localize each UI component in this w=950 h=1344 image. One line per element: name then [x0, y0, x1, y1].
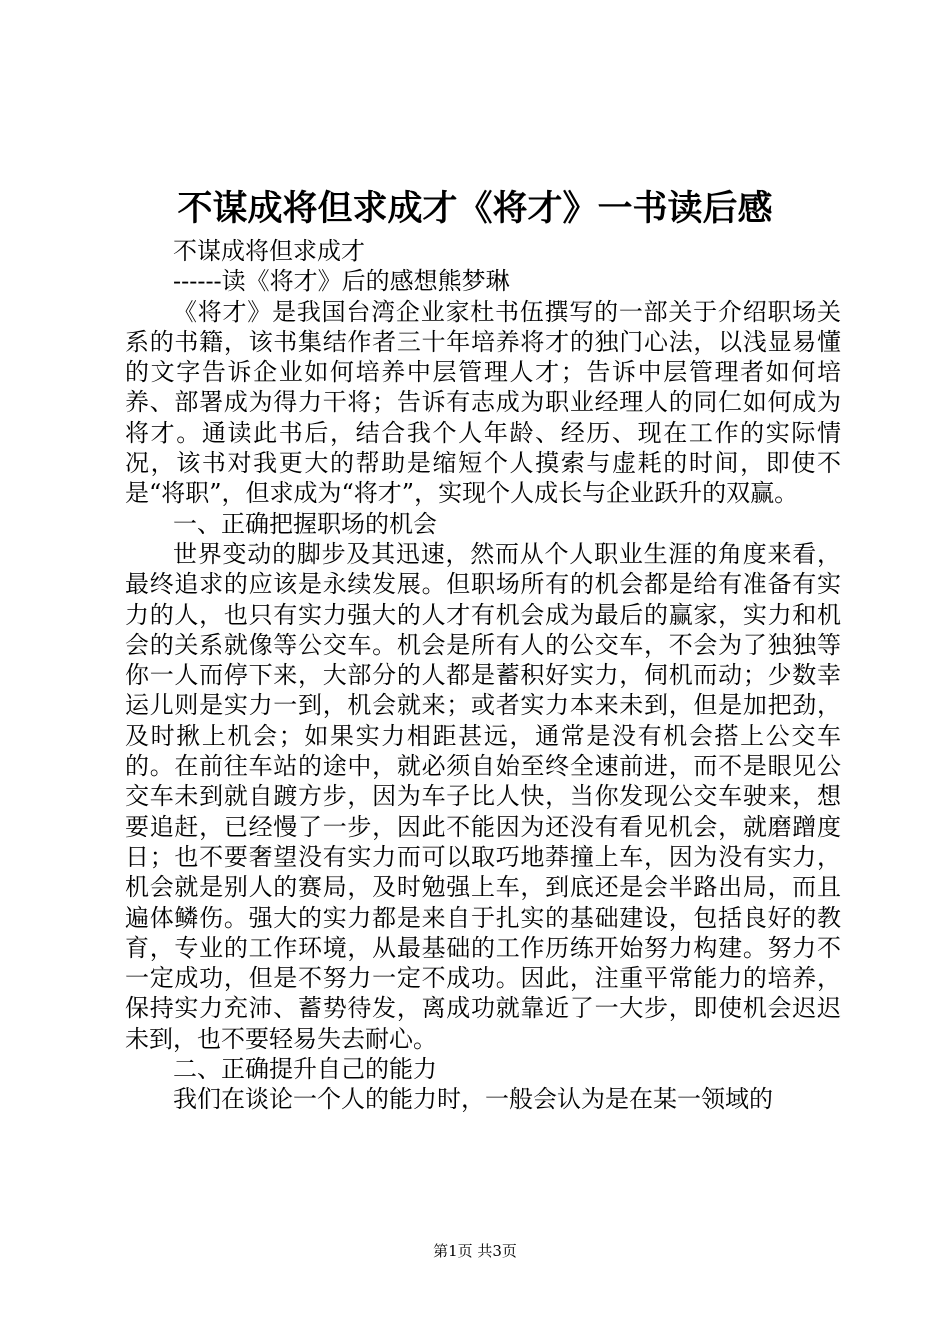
section-heading-1: 一、正确把握职场的机会 [173, 509, 437, 538]
section-heading-2: 二、正确提升自己的能力 [173, 1055, 437, 1084]
page-footer: 第1页 共3页 [433, 1242, 517, 1260]
paragraph-section-2: 我们在谈论一个人的能力时，一般会认为是在某一领域的 [173, 1085, 773, 1114]
paragraph-intro: 《将才》是我国台湾企业家杜书伍撰写的一部关于介绍职场关系的书籍，该书集结作者三十年培养将才的独门心法，以浅显易懂的文字告诉企业如何培养中层管理人才；告诉中层管理者如何培养、部署成为得力干将；告诉有志成为职业经理人的同仁如何成为将才。通读此书后，结合我个人年龄、经历、现在工作的实际情况，该书对我更大的帮助是缩短个人摸索与虚耗的时间，即使不是“将职”，但求成为“将才”，实现个人成长与企业跃升的双赢。 [125, 297, 841, 508]
document-title: 不谋成将但求成才《将才》一书读后感 [177, 188, 773, 229]
author-line: ------读《将才》后的感想熊梦琳 [173, 267, 510, 296]
paragraph-section-1: 世界变动的脚步及其迅速，然而从个人职业生涯的角度来看，最终追求的应该是永续发展。但职场所有的机会都是给有准备有实力的人，也只有实力强大的人才有机会成为最后的赢家，实力和机会的关系就像等公交车。机会是所有人的公交车，不会为了独独等你一人而停下来，大部分的人都是蓄积好实力，伺机而动；少数幸运儿则是实力一到，机会就来；或者实力本来未到，但是加把劲，及时揪上机会；如果实力相距甚远，通常是没有机会搭上公交车的。在前往车站的途中，就必须自始至终全速前进，而不是眼见公交车未到就自踱方步，因为车子比人快，当你发现公交车驶来，想要追赶，已经慢了一步，因此不能因为还没有看见机会，就磨蹭度日；也不要奢望没有实力而可以取巧地莽撞上车，因为没有实力，机会就是别人的赛局，及时勉强上车，到底还是会半路出局，而且遍体鳞伤。强大的实力都是来自于扎实的基础建设，包括良好的教育，专业的工作环境，从最基础的工作历练开始努力构建。努力不一定成功，但是不努力一定不成功。因此，注重平常能力的培养，保持实力充沛、蓄势待发，离成功就靠近了一大步，即使机会迟迟未到，也不要轻易失去耐心。 [125, 539, 841, 1053]
document-body [125, 236, 841, 1115]
subtitle-line: 不谋成将但求成才 [173, 237, 365, 265]
